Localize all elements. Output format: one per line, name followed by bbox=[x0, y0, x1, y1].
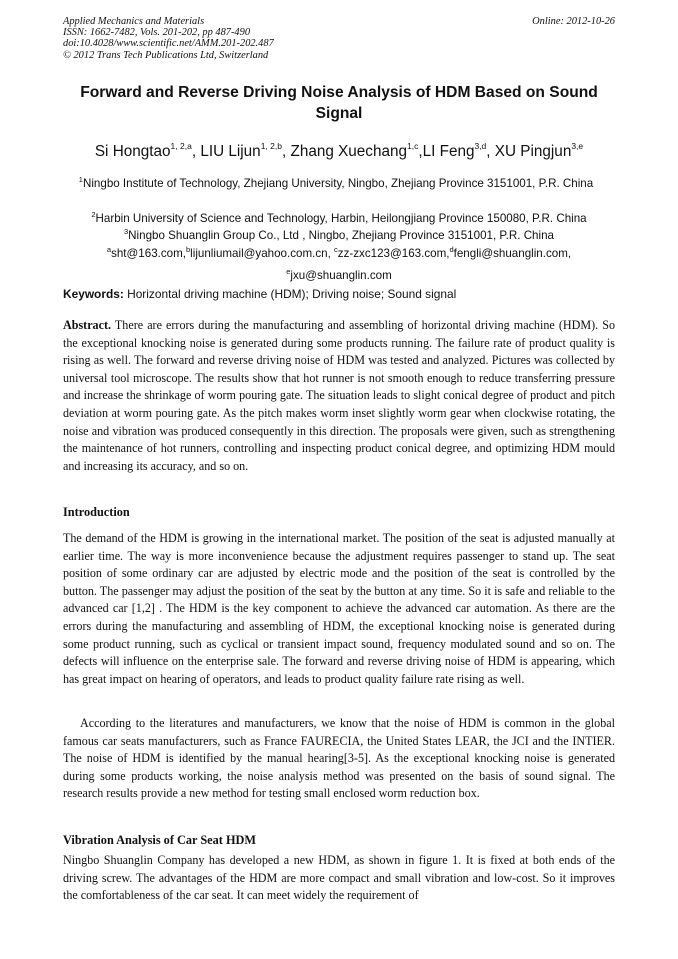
keywords bbox=[63, 286, 615, 302]
email-link[interactable]: zz-zxc123@163.com, bbox=[337, 247, 450, 260]
abstract-paragraph bbox=[63, 317, 615, 475]
author-name: Zhang Xuechang bbox=[290, 143, 407, 160]
author-list: Si Hongtao$^{1, 2,a}$, LIU Lijun$^{1, 2,b}$, Zhang Xuechang$^{1,c}$,LI Feng$^{3,d}$, XU Pingjun$^{3,e}$ bbox=[94, 141, 584, 160]
author-sup: 3,d bbox=[474, 141, 487, 151]
affiliation-sup: 1 bbox=[78, 175, 83, 184]
copyright-line: © 2012 Trans Tech Publications Ltd, Switzerland bbox=[63, 49, 269, 61]
online-date: Online: 2012-10-26 bbox=[532, 16, 615, 27]
affiliation-1 bbox=[66, 171, 606, 193]
abstract-label: Abstract. bbox=[63, 318, 112, 332]
email-link[interactable]: jxu@shuanglin.com bbox=[290, 268, 392, 282]
section-heading-vibration: Vibration Analysis of Car Seat HDM bbox=[63, 833, 256, 847]
journal-header bbox=[63, 16, 615, 61]
author-sup: 1,c bbox=[407, 141, 419, 151]
author-sup: 1, 2,a bbox=[170, 141, 192, 151]
journal-name: Applied Mechanics and Materials bbox=[63, 16, 205, 27]
email-sup: d bbox=[449, 245, 454, 254]
vibration-paragraph-1: Ningbo Shuanglin Company has developed a new HDM, as shown in figure 1. It is fixed at both ends of the driving screw. The advantages of the HDM are more compact and small vibration and low-cost. So it improves the comfortableness of the car seat. It can meet widely the requirement of bbox=[63, 853, 615, 903]
affiliation-text: Ningbo Institute of Technology, Zhejiang University, Ningbo, Zhejiang Province 3151001, P.R. China bbox=[82, 177, 594, 190]
affiliation-sup: 3 bbox=[124, 227, 129, 236]
keywords-text: Horizontal driving machine (HDM); Driving noise; Sound signal bbox=[127, 287, 457, 301]
email-list bbox=[79, 241, 599, 284]
email-link[interactable]: fengli@shuanglin.com, bbox=[453, 247, 572, 260]
paper-title: Forward and Reverse Driving Noise Analysis of HDM Based on Sound Signal bbox=[80, 84, 598, 122]
introduction-paragraph-2: According to the literatures and manufacturers, we know that the noise of HDM is common in the global famous car seats manufacturers, such as France FAURECIA, the United States LEAR, the JCI and the INTIER. The noise of HDM is identified by the manual hearing[3-5]. As the exceptional knocking noise is generated during some products working, the noise analysis method was presented on the basis of sound signal. The research results provide a new method for testing small enclosed worm reduction box. bbox=[63, 716, 615, 801]
section-heading-introduction: Introduction bbox=[63, 505, 130, 519]
affiliation-sup: 2 bbox=[91, 210, 96, 219]
author-sup: 3,e bbox=[571, 141, 584, 151]
affiliation-text: Ningbo Shuanglin Group Co., Ltd , Ningbo, Zhejiang Province 3151001, P.R. China bbox=[128, 229, 554, 242]
introduction-paragraph-1: The demand of the HDM is growing in the international market. The position of the seat is adjusted manually at earlier time. The way is more inconvenience because the adjustment requires passenger to stand up. The seat position of some ordinary car are adjusted by electric mode and the position of the seat is controlled by the button. The passenger may adjust the position of the seat by the button at any time. So it is safe and reliable to the advanced car [1,2] . The HDM is the key component to achieve the advanced car automation. As there are the errors during the manufacturing and assembling of HDM, the exceptional knocking noise is generated during some product running, such as cyclical or transient impact sound, frequency modulated sound and so on. The defects will influence on the enterprise sale. The forward and reverse driving noise of HDM is appearing, which has great impact on hearing of operators, and leads to product quality failure rate rising as well. bbox=[63, 531, 615, 686]
author-name: XU Pingjun bbox=[494, 143, 572, 160]
author-sup: 1, 2,b bbox=[260, 141, 282, 151]
issn-line: ISSN: 1662-7482, Vols. 201-202, pp 487-490 bbox=[63, 27, 251, 39]
affiliation-text: Harbin University of Science and Technology, Harbin, Heilongjiang Province 150080, P.R. China bbox=[95, 212, 587, 225]
email-sup: b bbox=[186, 245, 191, 254]
email-sup: c bbox=[334, 245, 338, 254]
author-name: Si Hongtao bbox=[94, 143, 171, 160]
abstract-text: There are errors during the manufacturing and assembling of horizontal driving machine (HDM). So the exceptional knocking noise is generated during some products running. The failure rate of product quality is rising as well. The forward and reverse driving noise of HDM was tested and analyzed. Pictures was collected by universal tool microscope. The results show that hot runner is not smooth enough to reduce transferring pressure and increase the shrinkage of worm pouring gate. The situation leads to slight conical degree of product and pitch deviation at worm pouring gate. As the pitch makes worm inset slightly worm gear when clockwise rotating, the noise and vibration was produced consequently in this direction. The proposals were given, such as strengthening the maintenance of hot runners, controlling and inspecting product conical degree, and optimizing HDM mould and increasing its accuracy, and so on. bbox=[63, 318, 615, 473]
author-name: LI Feng bbox=[422, 143, 475, 160]
email-sup: e bbox=[286, 266, 291, 276]
email-sup: a bbox=[106, 245, 112, 254]
email-link[interactable]: lijunliumail@yahoo.com.cn, bbox=[190, 247, 335, 260]
email-link[interactable]: sht@163.com, bbox=[111, 247, 186, 260]
keywords-label: Keywords: bbox=[63, 287, 124, 301]
author-name: LIU Lijun bbox=[200, 143, 261, 160]
doi-line: doi:10.4028/www.scientific.net/AMM.201-202.487 bbox=[63, 38, 274, 50]
